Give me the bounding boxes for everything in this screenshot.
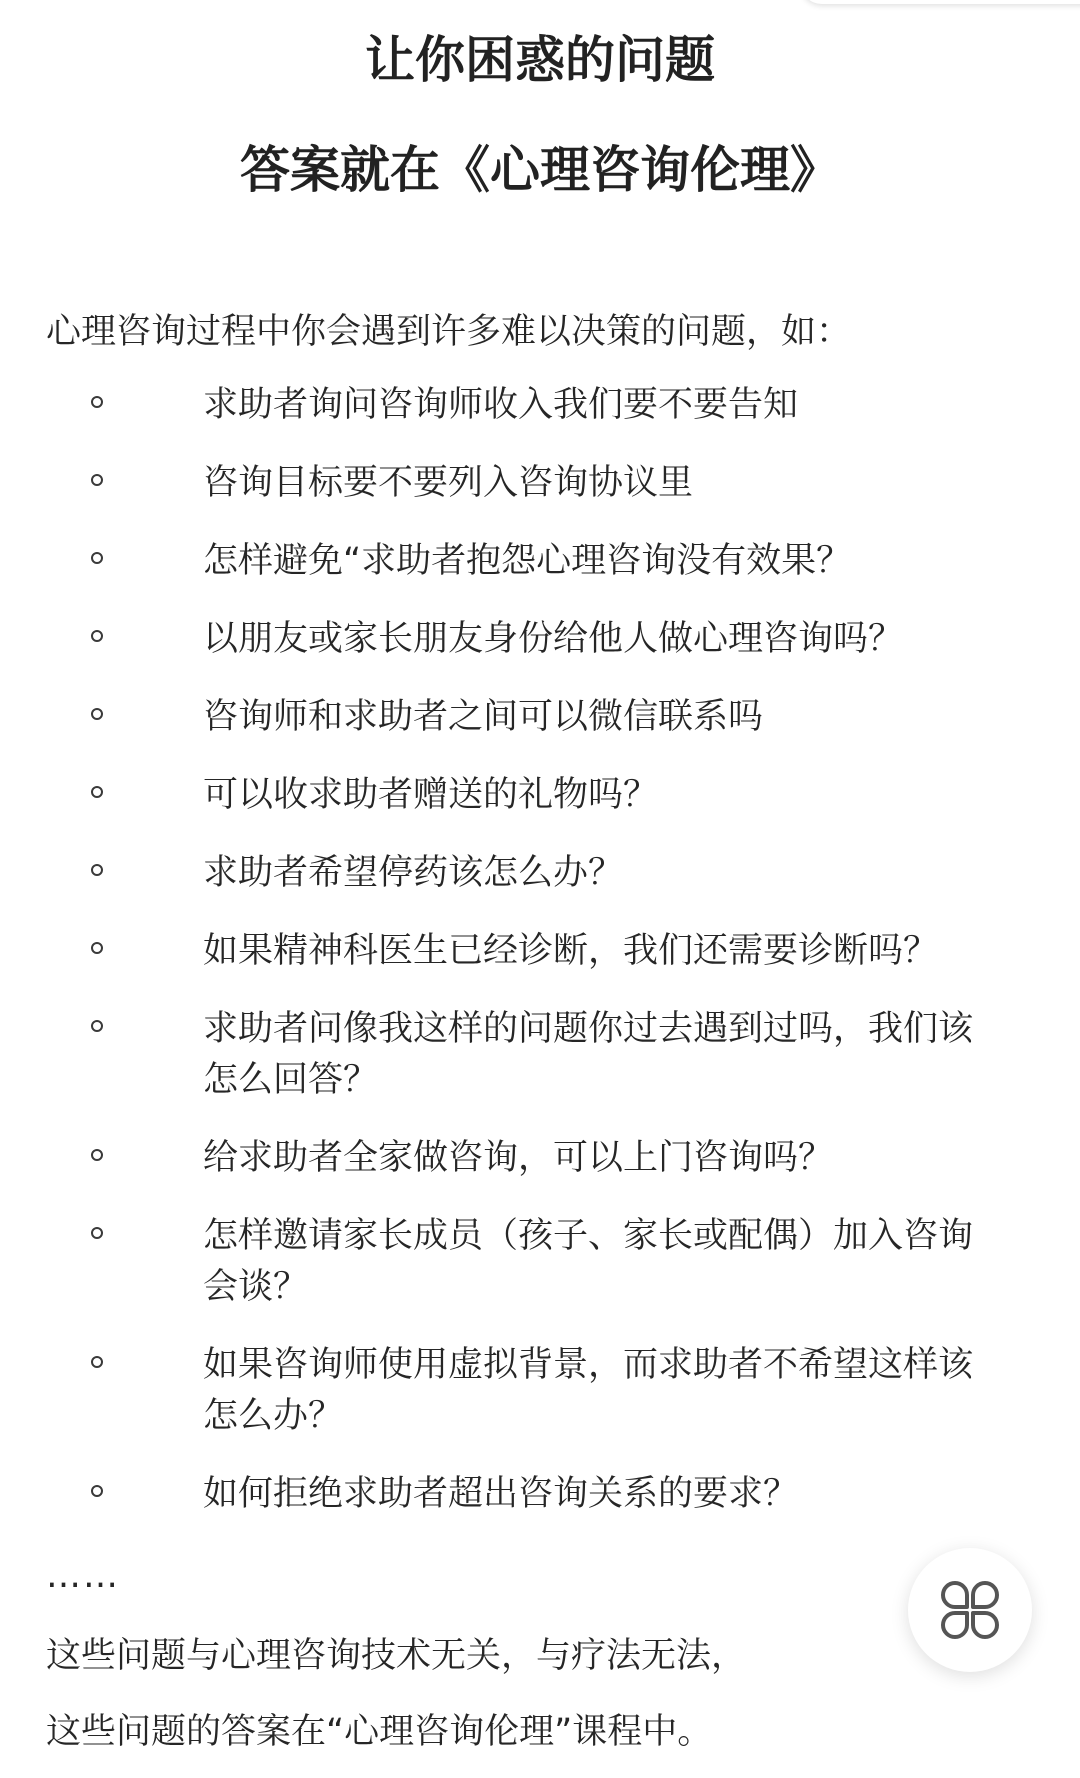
list-item [0, 770, 1080, 821]
list-item [0, 1469, 1080, 1520]
question-text: 可以收求助者赠送的礼物吗？ [203, 775, 659, 815]
list-item [0, 380, 1080, 431]
question-text: 咨询师和求助者之间可以微信联系吗 [203, 697, 764, 737]
page-title: 让你困惑的问题 [365, 31, 715, 89]
circle-bullet-icon [91, 396, 103, 408]
list-item [0, 692, 1080, 743]
clover-grid-icon [938, 1578, 1002, 1642]
list-item [0, 1004, 1080, 1106]
floating-menu-button[interactable] [908, 1548, 1032, 1672]
top-overlay-edge [800, 0, 1080, 4]
circle-bullet-icon [91, 1227, 103, 1239]
circle-bullet-icon [91, 1149, 103, 1161]
question-text: 求助者询问咨询师收入我们要不要告知 [203, 385, 799, 425]
intro-paragraph: 心理咨询过程中你会遇到许多难以决策的问题，如： [46, 312, 852, 352]
list-item [0, 1340, 1080, 1442]
list-item [0, 536, 1080, 587]
list-item [0, 458, 1080, 509]
circle-bullet-icon [91, 942, 103, 954]
question-text: 求助者希望停药该怎么办？ [203, 853, 624, 893]
question-text: 以朋友或家长朋友身份给他人做心理咨询吗？ [203, 619, 904, 659]
question-text: 求助者问像我这样的问题你过去遇到过吗，我们该怎么回答？ [203, 1009, 974, 1100]
outro-paragraph-2: 这些问题的答案在“心理咨询伦理”课程中。 [46, 1712, 713, 1752]
circle-bullet-icon [91, 630, 103, 642]
circle-bullet-icon [91, 864, 103, 876]
ellipsis-text: …… [46, 1556, 120, 1596]
list-item [0, 848, 1080, 899]
question-text: 如果精神科医生已经诊断，我们还需要诊断吗？ [203, 931, 939, 971]
circle-bullet-icon [91, 786, 103, 798]
circle-bullet-icon [91, 1485, 103, 1497]
page-subtitle: 答案就在《心理咨询伦理》 [240, 141, 840, 199]
list-item [0, 1211, 1080, 1313]
question-text: 怎样邀请家长成员（孩子、家长或配偶）加入咨询会谈？ [203, 1216, 974, 1307]
question-text: 如何拒绝求助者超出咨询关系的要求？ [203, 1474, 799, 1514]
question-text: 怎样避免“求助者抱怨心理咨询没有效果？ [203, 541, 852, 581]
question-text: 咨询目标要不要列入咨询协议里 [203, 463, 694, 503]
outro-paragraph-1: 这些问题与心理咨询技术无关，与疗法无法， [46, 1636, 747, 1676]
circle-bullet-icon [91, 708, 103, 720]
question-text: 给求助者全家做咨询，可以上门咨询吗？ [203, 1138, 834, 1178]
circle-bullet-icon [91, 552, 103, 564]
list-item [0, 614, 1080, 665]
list-item [0, 926, 1080, 977]
circle-bullet-icon [91, 1020, 103, 1032]
list-item [0, 1133, 1080, 1184]
question-list [0, 380, 1080, 1547]
question-text: 如果咨询师使用虚拟背景，而求助者不希望这样该怎么办？ [203, 1345, 974, 1436]
circle-bullet-icon [91, 474, 103, 486]
circle-bullet-icon [91, 1356, 103, 1368]
